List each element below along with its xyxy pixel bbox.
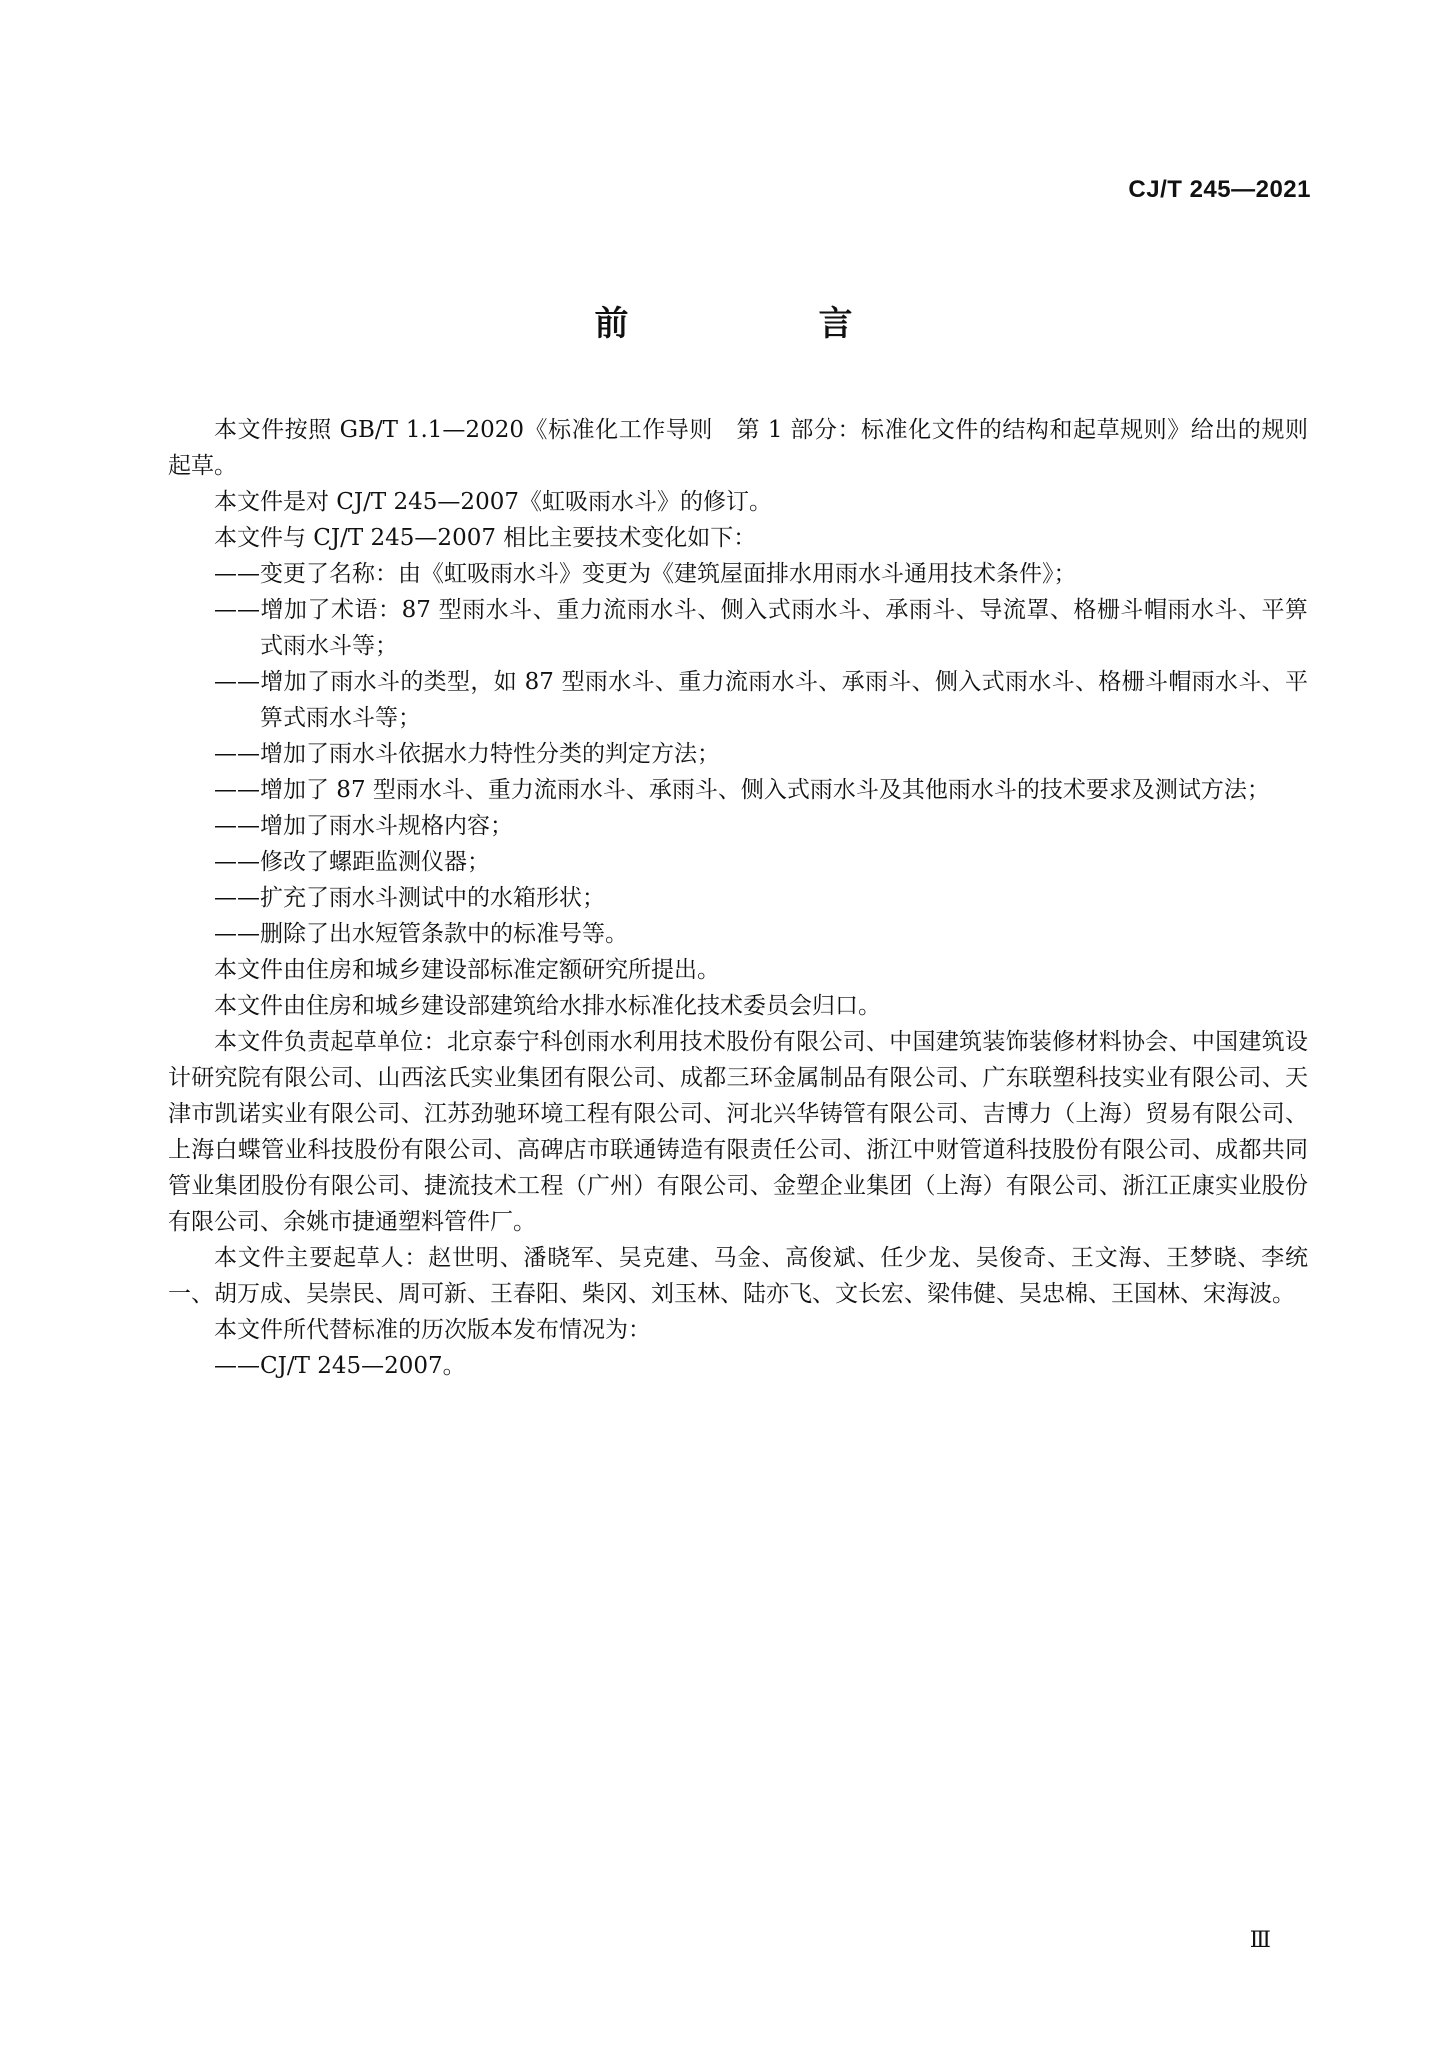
page-number: Ⅲ: [1249, 1928, 1271, 1953]
change-item: ——变更了名称：由《虹吸雨水斗》变更为《建筑屋面排水用雨水斗通用技术条件》；: [214, 561, 1077, 587]
change-item: ——增加了雨水斗规格内容；: [214, 813, 513, 839]
change-item: ——扩充了雨水斗测试中的水箱形状；: [214, 885, 605, 911]
change-item: ——修改了螺距监测仪器；: [214, 849, 490, 875]
paragraph-drafting-units: 本文件负责起草单位：北京泰宁科创雨水利用技术股份有限公司、中国建筑装饰装修材料协会、中国建筑设计研究院有限公司、山西泫氏实业集团有限公司、成都三环金属制品有限公司、广东联塑科技实业有限公司、天津市凯诺实业有限公司、江苏劲驰环境工程有限公司、河北兴华铸管有限公司、吉博力（上海）贸易有限公司、上海白蝶管业科技股份有限公司、高碑店市联通铸造有限责任公司、浙江中财管道科技股份有限公司、成都共同管业集团股份有限公司、捷流技术工程（广州）有限公司、金塑企业集团（上海）有限公司、浙江正康实业股份有限公司、余姚市捷通塑料管件厂。: [168, 1029, 1308, 1235]
paragraph-drafting-rules: 本文件按照 GB/T 1.1—2020《标准化工作导则 第 1 部分：标准化文件的结构和起草规则》给出的规则起草。: [168, 417, 1308, 479]
paragraph-under-jurisdiction: 本文件由住房和城乡建设部建筑给水排水标准化技术委员会归口。: [214, 993, 881, 1019]
paragraph-proposed-by: 本文件由住房和城乡建设部标准定额研究所提出。: [214, 957, 720, 983]
paragraph-revision-of: 本文件是对 CJ/T 245—2007《虹吸雨水斗》的修订。: [214, 489, 772, 515]
change-item: ——增加了雨水斗依据水力特性分类的判定方法；: [214, 741, 720, 767]
page-title: 前 言: [594, 304, 931, 344]
standard-code: CJ/T 245—2021: [1128, 176, 1311, 203]
history-item: ——CJ/T 245—2007。: [214, 1353, 466, 1379]
paragraph-drafters: 本文件主要起草人：赵世明、潘晓军、吴克建、马金、高俊斌、任少龙、吴俊奇、王文海、王梦晓、李统一、胡万成、吴崇民、周可新、王春阳、柴冈、刘玉林、陆亦飞、文长宏、梁伟健、吴忠棉、王国林、宋海波。: [168, 1245, 1308, 1307]
change-item: ——增加了 87 型雨水斗、重力流雨水斗、承雨斗、侧入式雨水斗及其他雨水斗的技术要求及测试方法；: [214, 777, 1270, 803]
change-item: ——增加了雨水斗的类型，如 87 型雨水斗、重力流雨水斗、承雨斗、侧入式雨水斗、格栅斗帽雨水斗、平箅式雨水斗等；: [214, 669, 1308, 731]
foreword-body: [168, 412, 1308, 1384]
change-item: ——增加了术语：87 型雨水斗、重力流雨水斗、侧入式雨水斗、承雨斗、导流罩、格栅斗帽雨水斗、平箅式雨水斗等；: [214, 597, 1308, 659]
paragraph-history-intro: 本文件所代替标准的历次版本发布情况为：: [214, 1317, 651, 1343]
change-item: ——删除了出水短管条款中的标准号等。: [214, 921, 628, 947]
paragraph-changes-intro: 本文件与 CJ/T 245—2007 相比主要技术变化如下：: [214, 525, 757, 551]
